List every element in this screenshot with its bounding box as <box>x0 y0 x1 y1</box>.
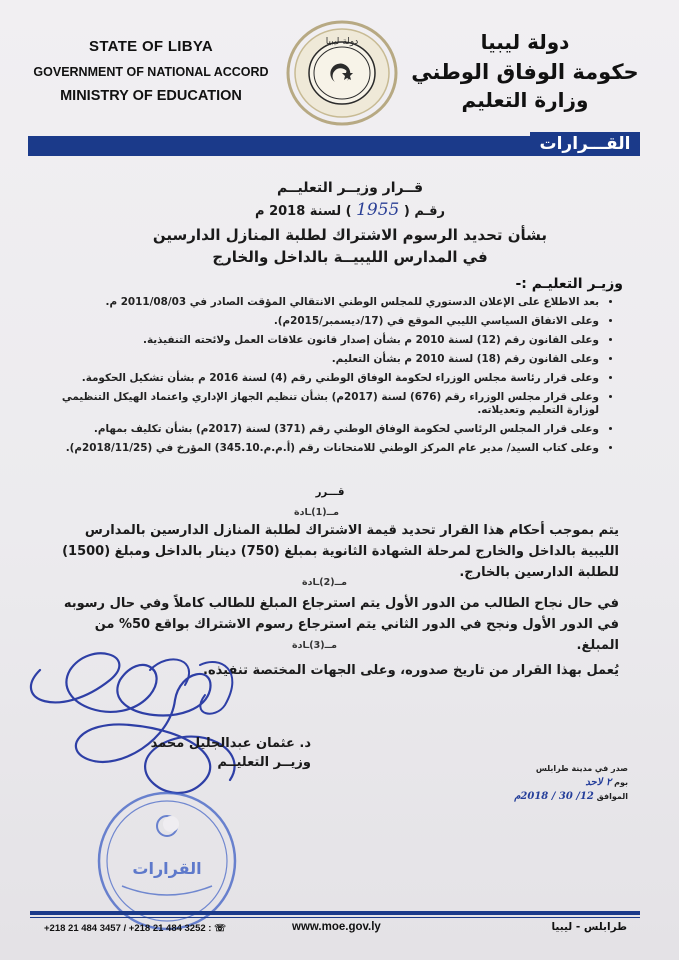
header-ar-government: حكومة الوفاق الوطني <box>411 60 639 84</box>
decree-number: 1955 <box>356 200 400 220</box>
issued-date-line <box>498 790 628 804</box>
issued-day-line <box>498 776 628 790</box>
list-item: • وعلى قرار رئاسة مجلس الوزراء لحكومة الوفاق الوطني رقم (4) لسنة 2016 م بشأن تشكيل الحكومة. <box>39 372 599 385</box>
decree-number-suffix: ) لسنة 2018 م <box>255 204 352 219</box>
stamp-text: القرارات <box>132 859 202 878</box>
ministry-seal-icon <box>283 18 401 128</box>
header-en-ministry: MINISTRY OF EDUCATION <box>60 88 242 104</box>
article-2-text: في حال نجاح الطالب من الدور الأول يتم استرجاع المبلغ للطالب كاملاً وفي حال رسوبه في الدور الأول ونجح في الدور الثاني يتم استرجاع رسوم الاشتراك بواقع 50% من المبلغ. <box>63 596 619 653</box>
article-3-heading: مــ(3)ـادة <box>292 640 337 651</box>
list-item: • بعد الاطلاع على الإعلان الدستوري للمجلس الوطني الانتقالي المؤقت الصادر في 2011/08/03 م. <box>39 296 599 309</box>
decree-number-prefix: رقـم ( <box>403 204 445 219</box>
decree-number-line <box>140 200 560 220</box>
list-item: • وعلى قرار مجلس الوزراء رقم (676) لسنة (2017م) بشأن تنظيم الجهاز الإداري واعتماد الهيكل التنظيمي لوزارة التعليم وتعديلاته. <box>39 391 599 417</box>
article-1-heading: مــ(1)ـادة <box>294 507 339 518</box>
signer-name: د. عثمان عبدالجليل محمد <box>150 736 311 751</box>
decides-heading: قـــرر <box>315 487 345 498</box>
signer-title: وزيــر التعليــم <box>217 755 311 770</box>
list-item: • وعلى الاتفاق السياسي الليبي الموقع في (17/ديسمبر/2015م). <box>39 315 599 328</box>
issued-date-label: الموافق <box>596 792 628 801</box>
minister-heading: وزيـر التعليـم :- <box>515 276 623 292</box>
decree-title: قــرار وزيــر التعليــم <box>276 180 423 196</box>
list-item: • وعلى قرار المجلس الرئاسي لحكومة الوفاق الوطني رقم (371) لسنة (2017م) بشأن تكليف بمهام. <box>39 423 599 436</box>
article-1-text: يتم بموجب أحكام هذا القرار تحديد قيمة الاشتراك لطلبة المنازل الدارسين بالمدارس الليبية بالداخل والخارج لمرحلة الشهادة الثانوية بمبلغ (750) دينار بالداخل ومبلغ (1500) للطلبة الدارسين بالخارج. <box>62 523 619 580</box>
arabic-header <box>405 30 645 112</box>
english-header <box>26 38 276 104</box>
header-en-government: GOVERNMENT OF NATIONAL ACCORD <box>33 65 269 79</box>
considerations-list <box>39 296 617 461</box>
decree-titles <box>140 180 560 266</box>
footer-phone: +218 21 484 3457 / +218 21 484 3252 : ☏ <box>44 923 226 934</box>
seal-text: دولة ليبيا <box>325 37 359 47</box>
signer-block <box>151 734 311 772</box>
decree-subject-line2: في المدارس الليبيــة بالداخل والخارج <box>212 248 488 266</box>
footer-website-link[interactable]: www.moe.gov.ly <box>292 921 381 933</box>
list-item: • وعلى كتاب السيد/ مدير عام المركز الوطني للامتحانات رقم (أ.م.م.345.10) المؤرخ في (2018/11/25م). <box>39 442 599 455</box>
issued-day-label: بوم <box>614 778 628 787</box>
footer-rule-thin <box>30 917 640 918</box>
issued-date-value: 12/ 30 / 2018م <box>514 791 594 802</box>
decree-subject-line1: بشأن تحديد الرسوم الاشتراك لطلبة المنازل الدارسين <box>152 226 548 244</box>
header-en-state: STATE OF LIBYA <box>89 38 213 55</box>
band-label: القـــرارات <box>530 132 640 156</box>
issued-day-value: ٢ لاحد <box>585 777 612 788</box>
footer-city: طرابلس - ليبيا <box>551 921 627 933</box>
header-band <box>28 136 640 156</box>
footer-rule <box>30 911 640 915</box>
list-item: • وعلى القانون رقم (18) لسنة 2010 م بشأن التعليم. <box>39 353 599 366</box>
article-2-heading: مــ(2)ـادة <box>302 577 347 588</box>
issued-note <box>498 762 628 804</box>
list-item: • وعلى القانون رقم (12) لسنة 2010 م بشأن إصدار قانون علاقات العمل ولائحته التنفيذية. <box>39 334 599 347</box>
header-ar-state: دولة ليبيا <box>480 30 570 54</box>
article-3-text: يُعمل بهذا القرار من تاريخ صدوره، وعلى الجهات المختصة تنفيذه. <box>203 663 619 678</box>
issued-place: صدر في مدينة طرابلس <box>535 764 628 773</box>
header-ar-ministry: وزارة التعليم <box>461 88 589 112</box>
